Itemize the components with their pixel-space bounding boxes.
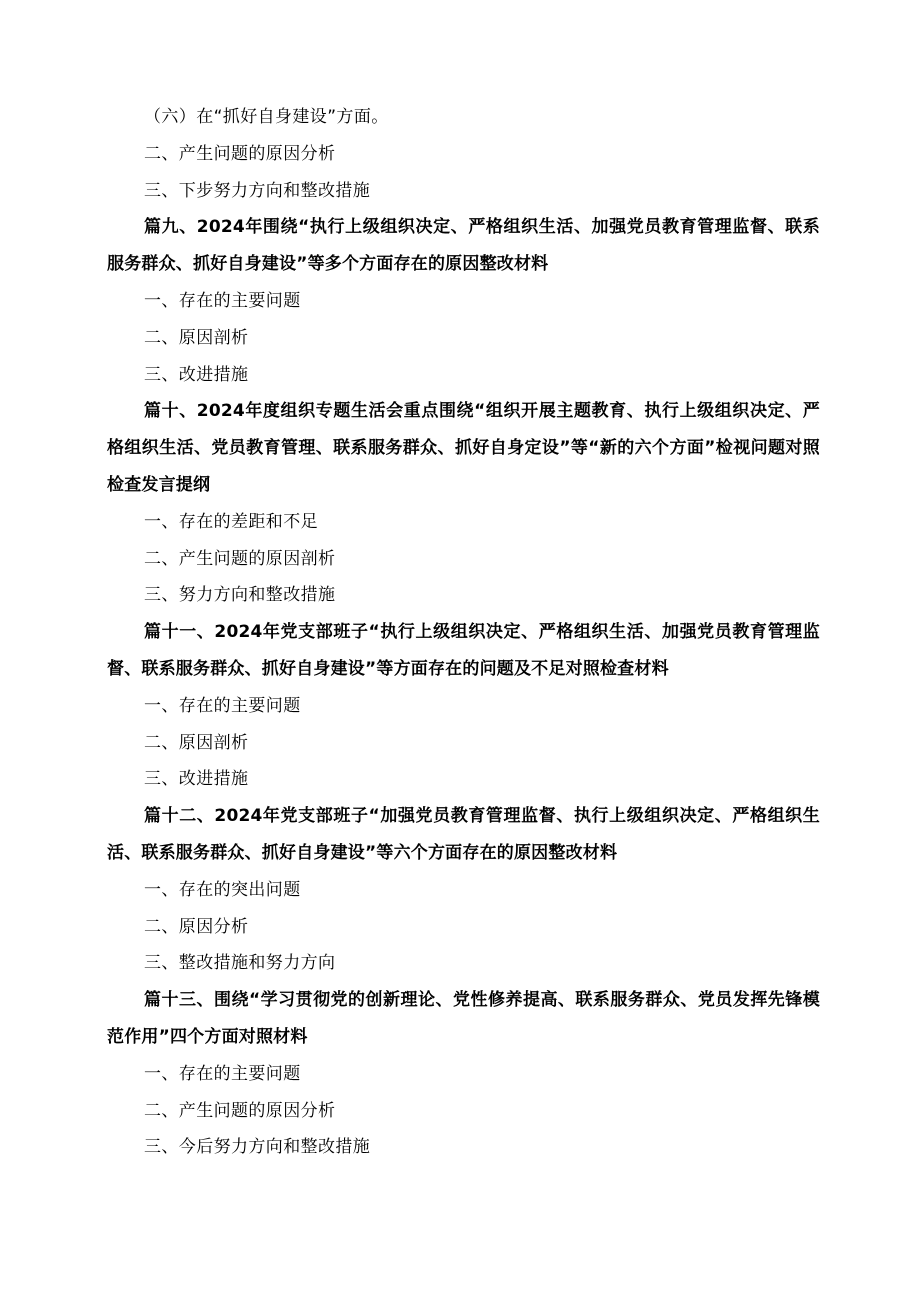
outline-item: 三、改进措施 xyxy=(144,364,249,385)
outline-item: 二、原因剖析 xyxy=(144,327,249,348)
outline-item: 三、改进措施 xyxy=(144,769,249,790)
outline-item: 二、原因分析 xyxy=(144,916,249,937)
outline-item: 一、存在的突出问题 xyxy=(144,879,301,900)
section-heading: 篇十三、围绕“学习贯彻党的创新理论、党性修养提高、联系服务群众、党员发挥先锋模范作用”四个方面对照材料 xyxy=(107,990,820,1047)
outline-item: 二、原因剖析 xyxy=(144,732,249,753)
outline-item: 一、存在的主要问题 xyxy=(144,695,301,716)
section-heading: 篇十一、2024年党支部班子“执行上级组织决定、严格组织生活、加强党员教育管理监督、联系服务群众、抓好自身建设”等方面存在的问题及不足对照检查材料 xyxy=(107,622,820,679)
outline-item: 二、产生问题的原因分析 xyxy=(144,1100,336,1121)
outline-item: 三、努力方向和整改措施 xyxy=(144,585,336,606)
outline-item: （六）在“抓好自身建设”方面。 xyxy=(144,107,389,127)
outline-item: 一、存在的主要问题 xyxy=(144,290,301,311)
outline-item: 二、产生问题的原因剖析 xyxy=(144,548,336,569)
section-heading: 篇九、2024年围绕“执行上级组织决定、严格组织生活、加强党员教育管理监督、联系服务群众、抓好自身建设”等多个方面存在的原因整改材料 xyxy=(107,217,820,275)
document-body xyxy=(107,99,820,1166)
outline-item: 一、存在的主要问题 xyxy=(144,1063,301,1084)
outline-item: 三、今后努力方向和整改措施 xyxy=(144,1137,371,1158)
outline-item: 一、存在的差距和不足 xyxy=(144,511,318,532)
section-heading: 篇十、2024年度组织专题生活会重点围绕“组织开展主题教育、执行上级组织决定、严格组织生活、党员教育管理、联系服务群众、抓好自身定设”等“新的六个方面”检视问题对照检查发言提纲 xyxy=(107,401,820,495)
outline-item: 三、下步努力方向和整改措施 xyxy=(144,180,371,201)
outline-item: 三、整改措施和努力方向 xyxy=(144,953,336,974)
section-heading: 篇十二、2024年党支部班子“加强党员教育管理监督、执行上级组织决定、严格组织生活、联系服务群众、抓好自身建设”等六个方面存在的原因整改材料 xyxy=(107,806,820,863)
outline-item: 二、产生问题的原因分析 xyxy=(144,143,336,164)
